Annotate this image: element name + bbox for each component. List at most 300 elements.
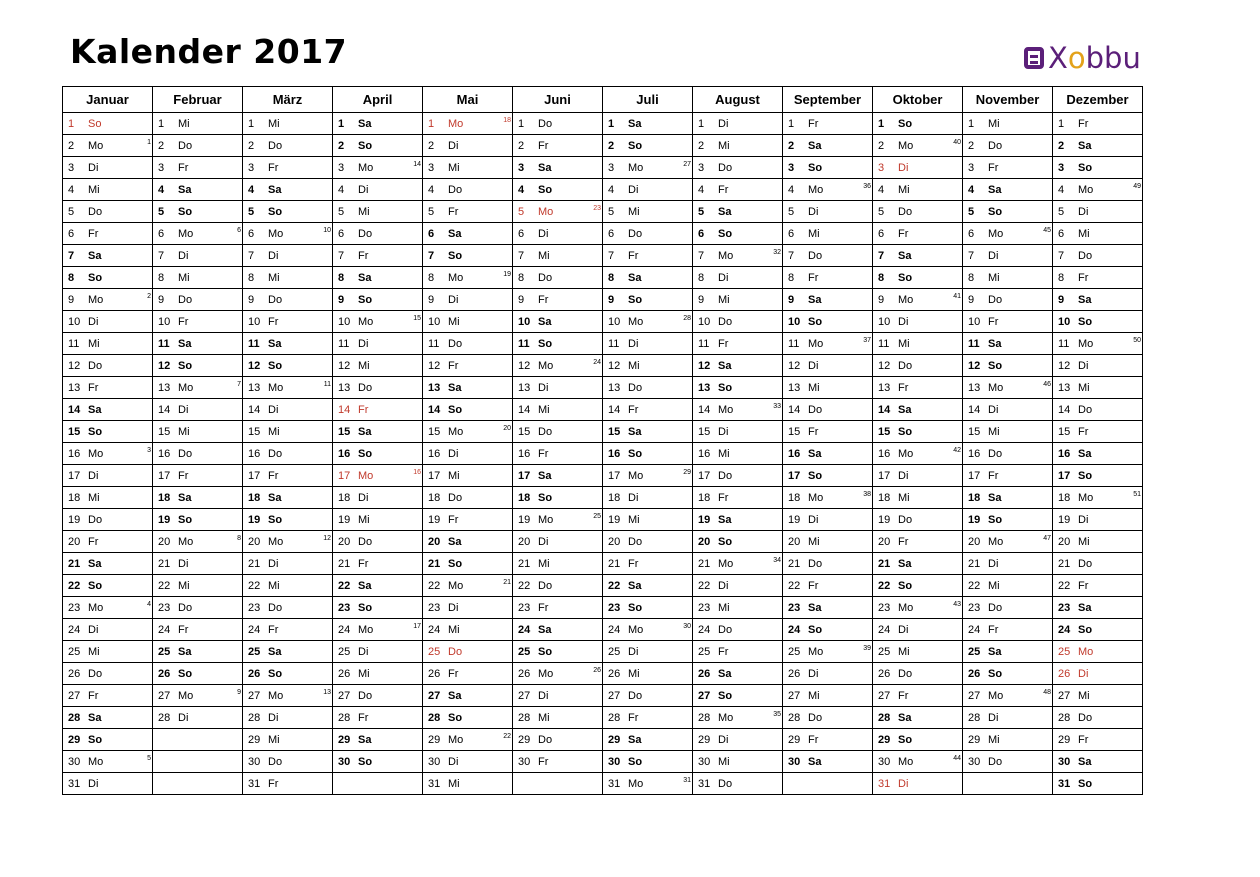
day-cell — [873, 135, 963, 157]
weekday-label: Di — [988, 249, 999, 262]
day-number: 9 — [158, 293, 165, 306]
day-number: 30 — [338, 755, 351, 768]
day-cell — [1053, 421, 1143, 443]
day-number: 21 — [248, 557, 261, 570]
day-number: 25 — [608, 645, 621, 658]
day-number: 13 — [338, 381, 351, 394]
day-cell — [153, 113, 243, 135]
weekday-label: Mo — [448, 117, 464, 130]
week-number: 17 — [413, 623, 421, 630]
weekday-label: Sa — [538, 161, 552, 174]
day-cell — [513, 377, 603, 399]
weekday-label: Mi — [808, 227, 820, 240]
day-cell — [63, 399, 153, 421]
day-cell — [333, 685, 423, 707]
day-number: 9 — [968, 293, 975, 306]
day-number: 30 — [608, 755, 621, 768]
day-number: 22 — [248, 579, 261, 592]
weekday-label: Do — [358, 227, 373, 240]
weekday-label: Do — [898, 205, 913, 218]
week-number: 50 — [1133, 337, 1141, 344]
week-number: 1 — [147, 139, 151, 146]
weekday-label: Fr — [988, 623, 999, 636]
weekday-label: Mi — [718, 447, 730, 460]
week-number: 31 — [683, 777, 691, 784]
weekday-label: Fr — [808, 425, 819, 438]
weekday-label: Di — [718, 271, 729, 284]
day-number: 20 — [788, 535, 801, 548]
weekday-label: Sa — [628, 733, 642, 746]
day-number: 14 — [518, 403, 531, 416]
day-cell — [513, 487, 603, 509]
day-number: 22 — [68, 579, 81, 592]
week-number: 7 — [237, 381, 241, 388]
day-cell — [873, 663, 963, 685]
day-number: 29 — [788, 733, 801, 746]
day-number: 5 — [248, 205, 255, 218]
day-cell — [963, 641, 1053, 663]
day-cell — [333, 619, 423, 641]
day-number: 14 — [428, 403, 441, 416]
weekday-label: Sa — [448, 535, 462, 548]
day-cell — [63, 685, 153, 707]
day-cell — [963, 685, 1053, 707]
day-number: 4 — [428, 183, 435, 196]
weekday-label: Mi — [268, 579, 280, 592]
day-cell — [693, 289, 783, 311]
day-number: 7 — [1058, 249, 1065, 262]
day-number: 20 — [608, 535, 621, 548]
week-number: 9 — [237, 689, 241, 696]
day-number: 24 — [428, 623, 441, 636]
weekday-label: Mi — [178, 579, 190, 592]
day-cell — [963, 399, 1053, 421]
weekday-label: Mi — [898, 491, 910, 504]
weekday-label: Mi — [358, 667, 370, 680]
weekday-label: Sa — [88, 557, 102, 570]
weekday-label: Di — [88, 777, 99, 790]
day-number: 29 — [878, 733, 891, 746]
day-cell — [513, 575, 603, 597]
weekday-label: Mo — [898, 755, 914, 768]
day-number: 30 — [68, 755, 81, 768]
day-number: 23 — [968, 601, 981, 614]
day-number: 21 — [1058, 557, 1071, 570]
day-cell — [783, 531, 873, 553]
day-cell — [963, 201, 1053, 223]
weekday-label: Di — [448, 601, 459, 614]
day-cell — [603, 773, 693, 795]
day-cell — [1053, 443, 1143, 465]
day-number: 11 — [788, 337, 800, 350]
day-row — [63, 509, 1143, 531]
day-number: 24 — [608, 623, 621, 636]
weekday-label: Mi — [718, 139, 730, 152]
day-number: 30 — [248, 755, 261, 768]
day-cell — [963, 509, 1053, 531]
day-cell — [333, 531, 423, 553]
weekday-label: Di — [718, 425, 729, 438]
day-number: 22 — [338, 579, 351, 592]
day-row — [63, 597, 1143, 619]
weekday-label: Do — [448, 645, 463, 658]
weekday-label: Di — [898, 161, 909, 174]
day-cell — [243, 333, 333, 355]
day-cell — [783, 641, 873, 663]
day-number: 8 — [248, 271, 255, 284]
day-row — [63, 267, 1143, 289]
weekday-label: Di — [628, 337, 639, 350]
day-number: 15 — [428, 425, 441, 438]
day-cell — [243, 157, 333, 179]
day-number: 29 — [248, 733, 261, 746]
day-row — [63, 201, 1143, 223]
weekday-label: Mo — [178, 381, 194, 394]
week-number: 4 — [147, 601, 151, 608]
day-cell — [513, 201, 603, 223]
day-row — [63, 157, 1143, 179]
day-cell — [243, 201, 333, 223]
day-number: 18 — [428, 491, 441, 504]
day-cell — [603, 157, 693, 179]
day-cell — [603, 729, 693, 751]
day-cell — [603, 355, 693, 377]
weekday-label: Mo — [808, 491, 824, 504]
day-number: 17 — [878, 469, 891, 482]
day-cell — [783, 223, 873, 245]
weekday-label: So — [268, 205, 283, 218]
day-row — [63, 773, 1143, 795]
weekday-label: So — [178, 359, 193, 372]
day-number: 5 — [608, 205, 615, 218]
day-number: 25 — [698, 645, 711, 658]
day-cell — [873, 333, 963, 355]
day-number: 20 — [878, 535, 891, 548]
weekday-label: Fr — [178, 623, 189, 636]
weekday-label: So — [988, 513, 1003, 526]
weekday-label: Mo — [1078, 491, 1094, 504]
day-row — [63, 311, 1143, 333]
day-number: 15 — [68, 425, 81, 438]
day-number: 12 — [338, 359, 351, 372]
week-number: 18 — [503, 117, 511, 124]
day-cell — [153, 245, 243, 267]
weekday-label: Di — [358, 645, 369, 658]
day-number: 25 — [68, 645, 81, 658]
weekday-label: Mo — [268, 689, 284, 702]
weekday-label: Do — [1078, 557, 1093, 570]
weekday-label: So — [358, 447, 373, 460]
weekday-label: Do — [448, 337, 463, 350]
day-number: 29 — [518, 733, 531, 746]
day-number: 5 — [1058, 205, 1065, 218]
weekday-label: Fr — [628, 711, 639, 724]
day-cell — [243, 377, 333, 399]
day-cell — [333, 113, 423, 135]
day-number: 8 — [968, 271, 975, 284]
weekday-label: Fr — [268, 161, 279, 174]
day-number: 3 — [338, 161, 345, 174]
weekday-label: So — [898, 425, 913, 438]
day-cell — [153, 773, 243, 795]
day-cell — [873, 245, 963, 267]
weekday-label: Sa — [718, 359, 732, 372]
month-header: September — [783, 87, 873, 113]
weekday-label: Mo — [88, 601, 104, 614]
weekday-label: So — [628, 447, 643, 460]
weekday-label: Mi — [88, 645, 100, 658]
day-number: 4 — [788, 183, 795, 196]
day-number: 15 — [878, 425, 891, 438]
day-number: 18 — [518, 491, 531, 504]
weekday-label: Do — [718, 777, 733, 790]
day-number: 4 — [518, 183, 525, 196]
weekday-label: Di — [898, 315, 909, 328]
day-number: 29 — [968, 733, 981, 746]
weekday-label: Mo — [178, 535, 194, 548]
day-cell — [243, 685, 333, 707]
day-number: 8 — [338, 271, 345, 284]
day-number: 2 — [698, 139, 705, 152]
day-number: 9 — [248, 293, 255, 306]
day-cell — [243, 465, 333, 487]
day-number: 24 — [248, 623, 261, 636]
day-number: 7 — [158, 249, 165, 262]
day-number: 20 — [158, 535, 171, 548]
logo-wordmark: Xobbu — [1048, 41, 1141, 75]
day-cell — [1053, 377, 1143, 399]
weekday-label: Do — [448, 491, 463, 504]
week-number: 32 — [773, 249, 781, 256]
day-cell — [513, 399, 603, 421]
day-cell — [333, 377, 423, 399]
day-cell — [423, 421, 513, 443]
weekday-label: Sa — [538, 623, 552, 636]
day-number: 13 — [518, 381, 531, 394]
day-cell — [63, 553, 153, 575]
day-cell — [1053, 619, 1143, 641]
day-cell — [243, 267, 333, 289]
day-number: 5 — [698, 205, 705, 218]
weekday-label: Di — [898, 623, 909, 636]
weekday-label: Mo — [88, 293, 104, 306]
day-cell — [243, 289, 333, 311]
weekday-label: Sa — [718, 667, 732, 680]
day-cell — [783, 157, 873, 179]
weekday-label: Fr — [898, 227, 909, 240]
day-number: 4 — [248, 183, 255, 196]
day-cell — [243, 443, 333, 465]
day-cell — [423, 267, 513, 289]
weekday-label: Di — [628, 645, 639, 658]
day-number: 18 — [698, 491, 711, 504]
weekday-label: Do — [448, 183, 463, 196]
weekday-label: Sa — [538, 315, 552, 328]
day-number: 7 — [608, 249, 615, 262]
day-number: 30 — [968, 755, 981, 768]
weekday-label: Fr — [538, 447, 549, 460]
weekday-label: Mi — [538, 403, 550, 416]
day-number: 14 — [338, 403, 351, 416]
day-number: 28 — [1058, 711, 1071, 724]
day-cell — [693, 179, 783, 201]
day-cell — [693, 575, 783, 597]
weekday-label: Fr — [988, 315, 999, 328]
day-cell — [423, 685, 513, 707]
day-cell — [63, 289, 153, 311]
weekday-label: Di — [988, 403, 999, 416]
weekday-label: Fr — [178, 161, 189, 174]
day-number: 31 — [68, 777, 81, 790]
weekday-label: Di — [988, 557, 999, 570]
weekday-label: Fr — [358, 557, 369, 570]
weekday-label: Mo — [898, 601, 914, 614]
weekday-label: Do — [808, 557, 823, 570]
day-number: 28 — [68, 711, 81, 724]
day-cell — [873, 729, 963, 751]
day-cell — [333, 465, 423, 487]
day-cell — [423, 597, 513, 619]
weekday-label: So — [178, 205, 193, 218]
day-number: 2 — [68, 139, 75, 152]
weekday-label: Do — [628, 227, 643, 240]
weekday-label: Do — [628, 535, 643, 548]
day-row — [63, 377, 1143, 399]
day-cell — [243, 223, 333, 245]
day-cell — [963, 311, 1053, 333]
weekday-label: Fr — [358, 249, 369, 262]
day-cell — [423, 641, 513, 663]
day-cell — [693, 333, 783, 355]
week-number: 43 — [953, 601, 961, 608]
day-number: 12 — [968, 359, 981, 372]
weekday-label: Fr — [718, 337, 729, 350]
day-cell — [1053, 553, 1143, 575]
day-cell — [63, 641, 153, 663]
day-number: 9 — [878, 293, 885, 306]
day-number: 30 — [788, 755, 801, 768]
day-cell — [693, 355, 783, 377]
day-number: 16 — [248, 447, 261, 460]
day-number: 12 — [68, 359, 81, 372]
weekday-label: Sa — [538, 469, 552, 482]
weekday-label: Sa — [808, 447, 822, 460]
day-cell — [423, 311, 513, 333]
day-number: 10 — [968, 315, 981, 328]
day-cell — [243, 663, 333, 685]
weekday-label: Mi — [808, 381, 820, 394]
day-number: 1 — [608, 117, 615, 130]
day-number: 21 — [968, 557, 981, 570]
weekday-label: So — [988, 359, 1003, 372]
weekday-label: Fr — [88, 227, 99, 240]
day-number: 18 — [68, 491, 81, 504]
day-cell — [1053, 157, 1143, 179]
weekday-label: Di — [268, 711, 279, 724]
day-cell — [693, 663, 783, 685]
day-cell — [513, 531, 603, 553]
day-cell — [243, 135, 333, 157]
day-number: 28 — [788, 711, 801, 724]
day-number: 4 — [158, 183, 165, 196]
day-cell — [693, 773, 783, 795]
weekday-label: Fr — [808, 579, 819, 592]
week-number: 28 — [683, 315, 691, 322]
weekday-label: Di — [988, 711, 999, 724]
weekday-label: Do — [628, 381, 643, 394]
month-header: August — [693, 87, 783, 113]
day-number: 25 — [428, 645, 441, 658]
weekday-label: Mi — [178, 425, 190, 438]
day-row — [63, 729, 1143, 751]
day-cell — [63, 311, 153, 333]
weekday-label: Mi — [178, 271, 190, 284]
weekday-label: Mi — [358, 205, 370, 218]
day-number: 10 — [518, 315, 531, 328]
day-cell — [693, 245, 783, 267]
day-cell — [603, 553, 693, 575]
day-number: 16 — [788, 447, 801, 460]
day-cell — [603, 399, 693, 421]
weekday-label: Sa — [898, 249, 912, 262]
day-cell — [243, 487, 333, 509]
day-cell — [603, 421, 693, 443]
day-cell — [783, 333, 873, 355]
day-number: 30 — [878, 755, 891, 768]
day-cell — [513, 311, 603, 333]
weekday-label: Di — [538, 227, 549, 240]
day-number: 31 — [608, 777, 621, 790]
day-cell — [873, 289, 963, 311]
day-number: 15 — [158, 425, 171, 438]
weekday-label: Fr — [538, 293, 549, 306]
day-number: 27 — [248, 689, 261, 702]
xobbu-logo — [1024, 42, 1141, 74]
weekday-label: Do — [268, 601, 283, 614]
day-cell — [513, 509, 603, 531]
day-number: 31 — [248, 777, 261, 790]
day-number: 29 — [338, 733, 351, 746]
day-cell — [873, 487, 963, 509]
day-row — [63, 333, 1143, 355]
day-cell — [1053, 289, 1143, 311]
day-number: 12 — [248, 359, 261, 372]
day-number: 9 — [698, 293, 705, 306]
day-number: 26 — [68, 667, 81, 680]
weekday-label: Di — [538, 535, 549, 548]
day-cell — [603, 377, 693, 399]
weekday-label: Mi — [448, 777, 460, 790]
weekday-label: Sa — [988, 491, 1002, 504]
weekday-label: Fr — [718, 183, 729, 196]
day-cell — [243, 641, 333, 663]
day-cell — [243, 509, 333, 531]
weekday-label: Mo — [808, 645, 824, 658]
day-cell — [693, 157, 783, 179]
day-number: 10 — [158, 315, 171, 328]
weekday-label: Do — [178, 293, 193, 306]
day-number: 5 — [158, 205, 165, 218]
day-number: 16 — [968, 447, 981, 460]
day-number: 11 — [428, 337, 440, 350]
day-number: 19 — [698, 513, 711, 526]
weekday-label: Mi — [1078, 689, 1090, 702]
weekday-label: So — [898, 117, 913, 130]
weekday-label: Mi — [178, 117, 190, 130]
day-cell — [243, 707, 333, 729]
day-number: 4 — [338, 183, 345, 196]
day-number: 19 — [248, 513, 261, 526]
